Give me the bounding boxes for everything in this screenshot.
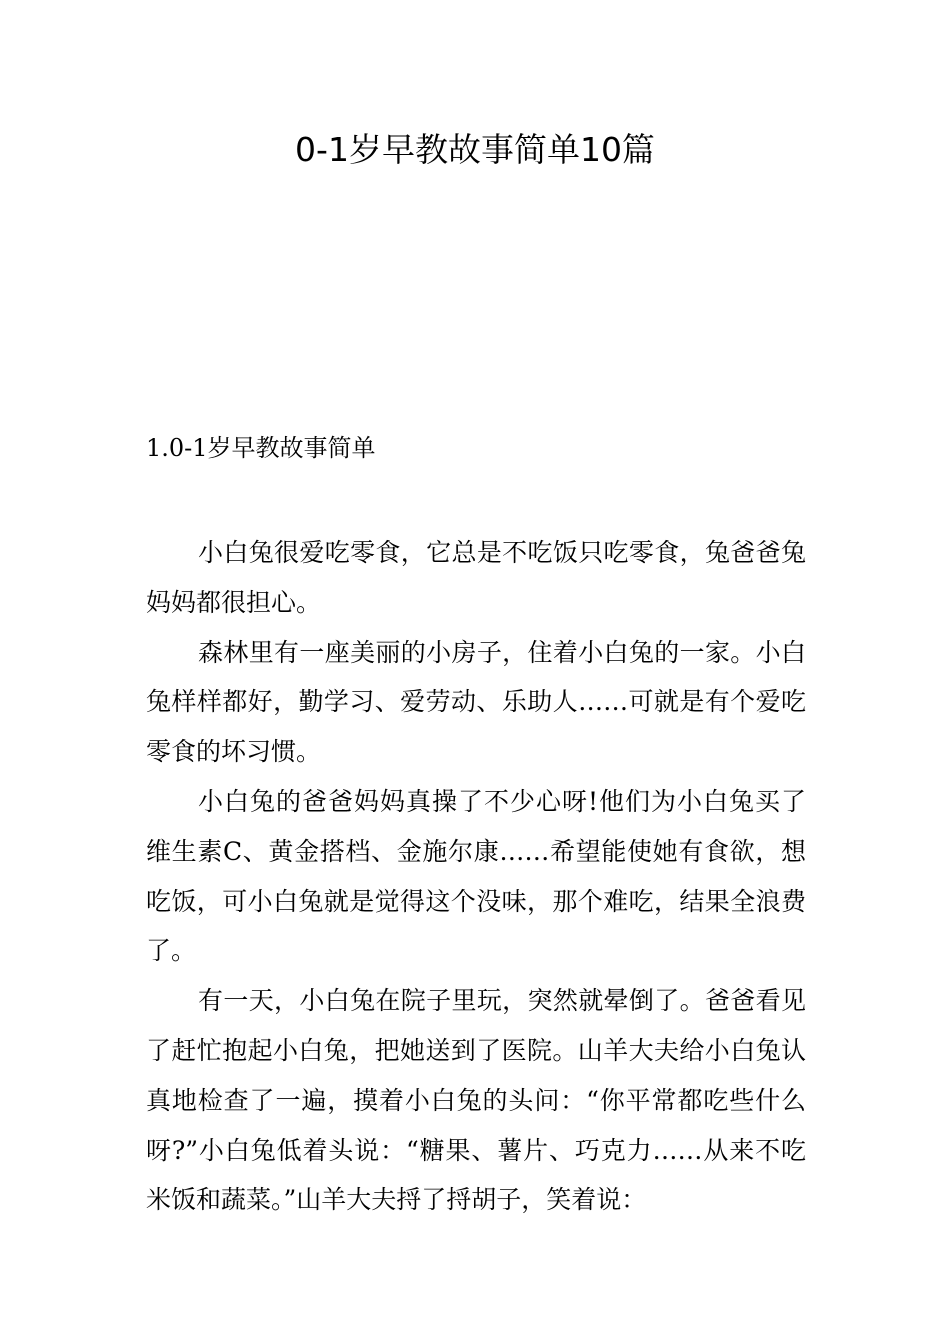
paragraph-1: 小白兔很爱吃零食，它总是不吃饭只吃零食，兔爸爸兔妈妈都很担心。	[146, 538, 806, 617]
paragraph-3: 小白兔的爸爸妈妈真操了不少心呀!他们为小白兔买了维生素C、黄金搭档、金施尔康……希望能使她有食欲，想吃饭，可小白兔就是觉得这个没味，那个难吃，结果全浪费了。	[146, 786, 806, 966]
document-title: 0-1岁早教故事简单10篇	[295, 130, 655, 169]
story-body	[146, 528, 806, 1225]
paragraph-2: 森林里有一座美丽的小房子，住着小白兔的一家。小白兔样样都好，勤学习、爱劳动、乐助人……可就是有个爱吃零食的坏习惯。	[146, 637, 806, 767]
section-heading: 1.0-1岁早教故事简单	[146, 434, 376, 462]
paragraph-4: 有一天，小白兔在院子里玩，突然就晕倒了。爸爸看见了赶忙抱起小白兔，把她送到了医院。山羊大夫给小白兔认真地检查了一遍，摸着小白兔的头问：“你平常都吃些什么呀?”小白兔低着头说：“糖果、薯片、巧克力……从来不吃米饭和蔬菜。”山羊大夫捋了捋胡子，笑着说：	[146, 986, 806, 1215]
